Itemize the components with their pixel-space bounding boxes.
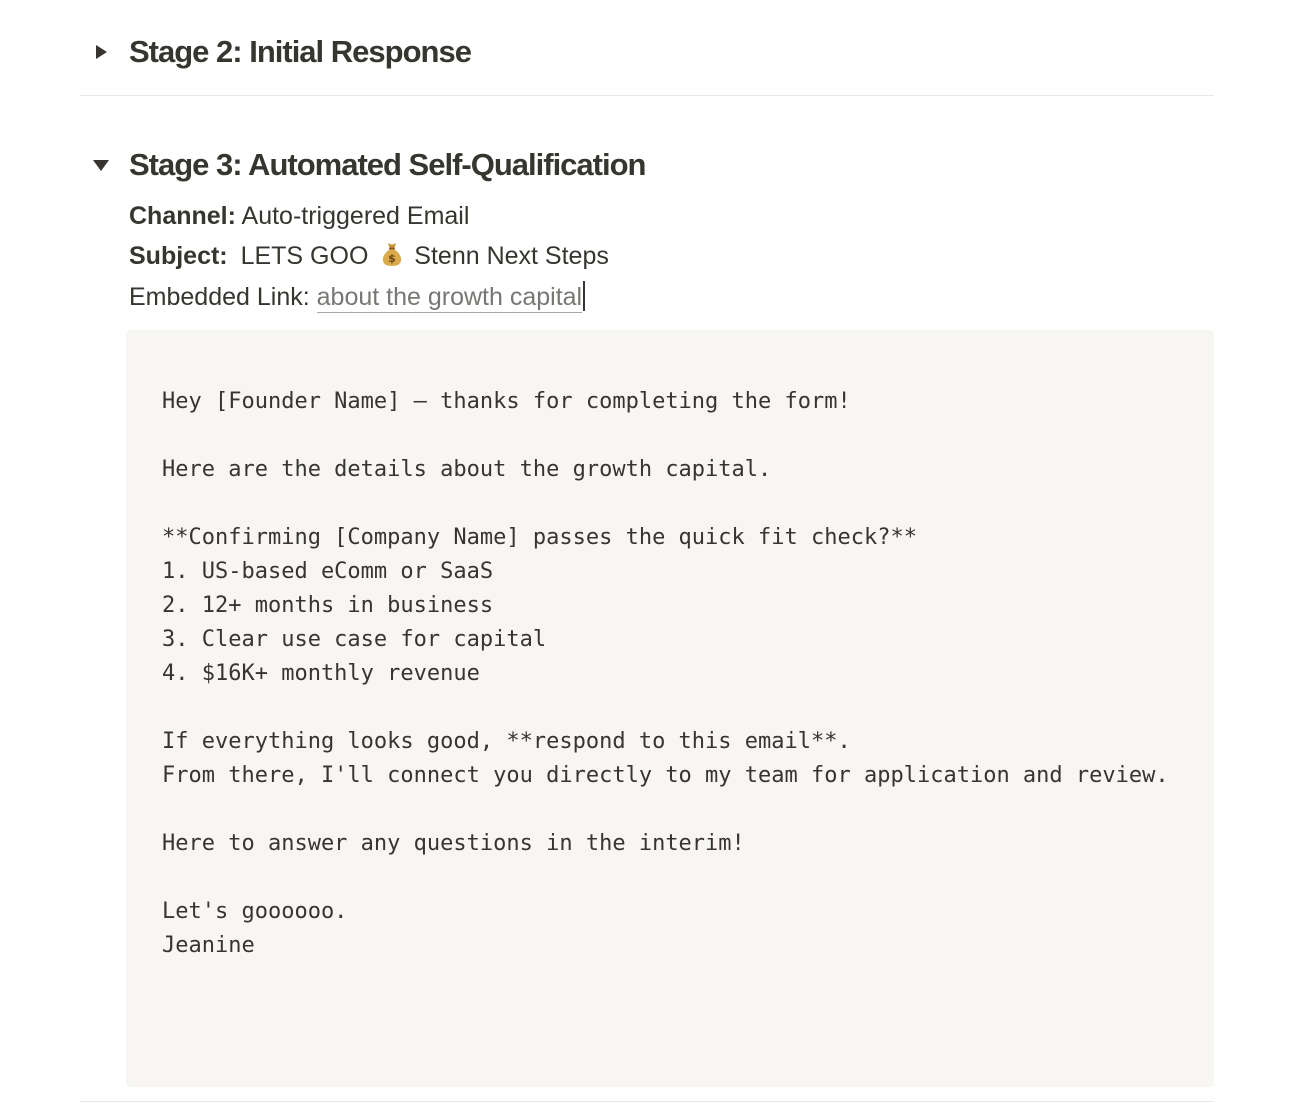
subject-line[interactable] [129,236,609,279]
channel-line[interactable] [129,196,469,236]
embedded-link[interactable]: about the growth capital [316,283,583,311]
text-cursor [583,281,585,311]
email-body[interactable]: Hey [Founder Name] – thanks for completing the form! Here are the details about the growth capital. **Confirming [Company Name] passes the quick fit check?** 1. US-based eComm or SaaS 2. 12+ months in business 3. Clear use case for capital 4. $16K+ monthly revenue If everything looks good, **respond to this email**. From there, I'll connect you directly to my team for application and review. Here to answer any questions in the interim! Let's goooooo. Jeanine [162,389,1169,958]
bottom-divider [80,1101,1214,1102]
stage-2-heading[interactable]: Stage 2: Initial Response [129,34,471,69]
channel-value: Auto-triggered Email [241,202,470,230]
toggle-stage-2 [88,34,471,70]
subject-value-end: Stenn Next Steps [414,242,609,270]
email-code-block[interactable] [126,330,1214,1087]
subject-value-start: LETS GOO [240,242,369,270]
channel-label: Channel: [129,202,236,230]
stage-3-heading[interactable]: Stage 3: Automated Self-Qualification [129,147,646,182]
subject-label: Subject: [129,242,228,270]
embedded-link-line[interactable] [129,277,585,317]
collapsed-arrow-icon[interactable] [88,39,114,65]
embedded-link-label: Embedded Link: [129,283,310,311]
expanded-arrow-icon[interactable] [88,152,114,178]
toggle-stage-3 [88,147,645,183]
svg-text:$: $ [388,252,397,265]
section-divider [80,95,1214,96]
money-bag-icon [381,239,403,279]
